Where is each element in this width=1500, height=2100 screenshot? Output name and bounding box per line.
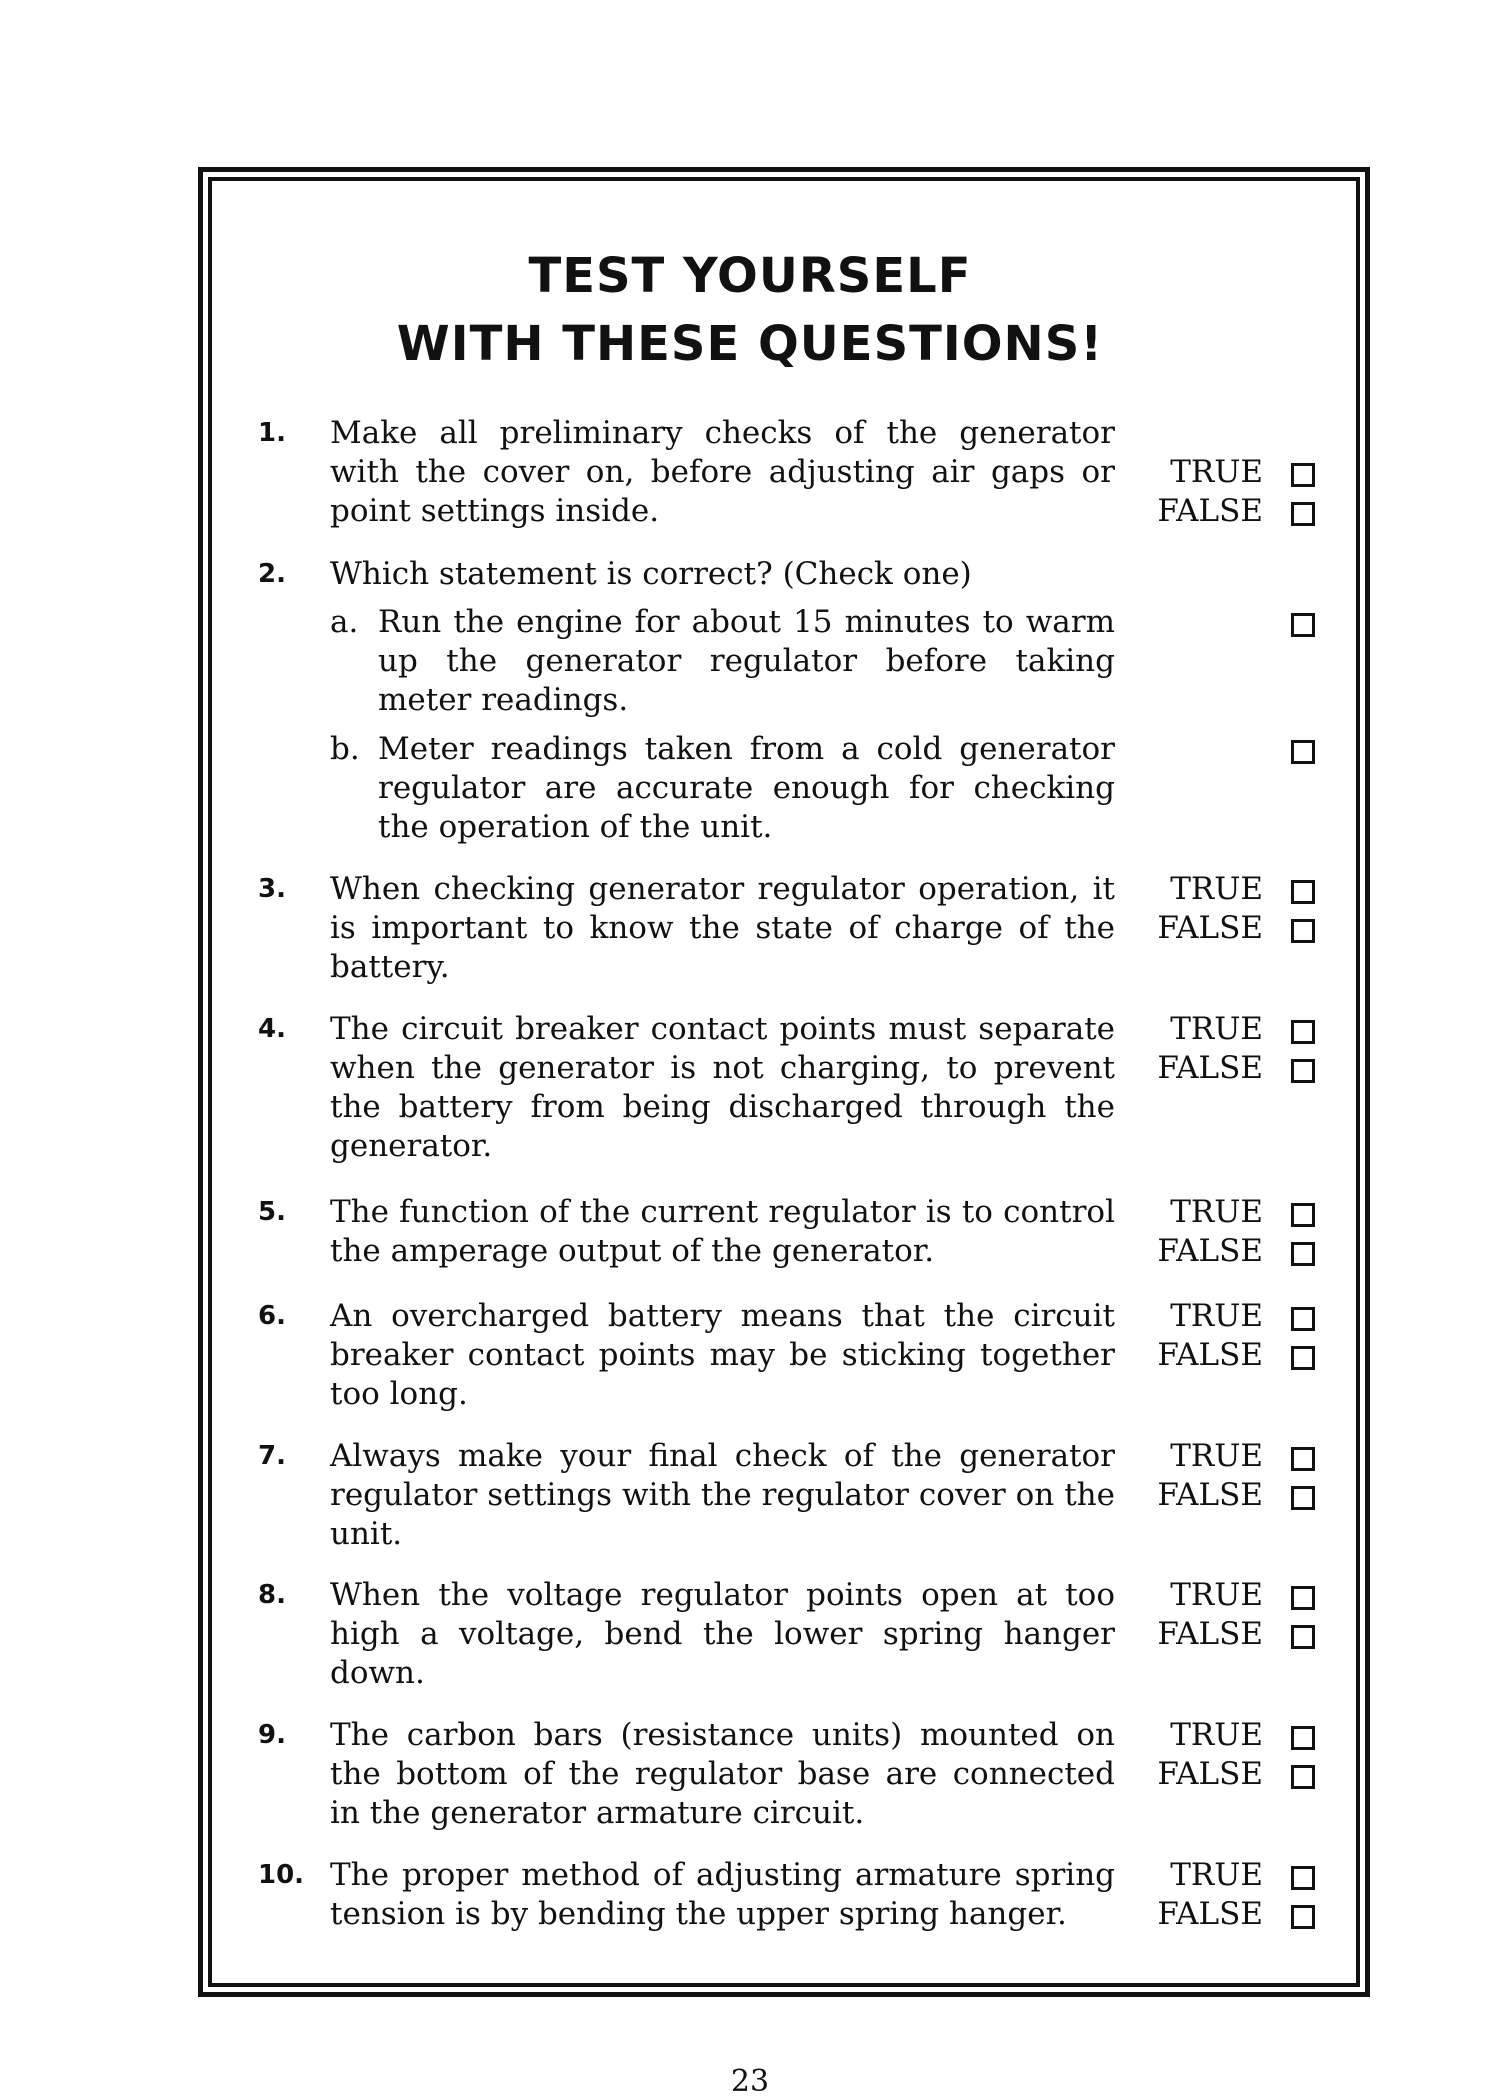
false-option[interactable] [1135,1895,1315,1934]
true-label: TRUE [1170,1577,1263,1613]
question-number: 2. [258,559,286,589]
false-label: FALSE [1157,1050,1263,1086]
true-option[interactable] [1135,1856,1315,1895]
false-checkbox[interactable] [1291,1059,1315,1083]
false-label: FALSE [1157,493,1263,529]
question-number: 7. [258,1441,286,1471]
true-checkbox[interactable] [1291,1726,1315,1750]
true-label: TRUE [1170,454,1263,490]
title-line-2: WITH THESE QUESTIONS! [396,316,1104,372]
option-text: Run the engine for about 15 minutes to warm up the generator regulator before taking meter readings. [378,604,1115,718]
answer-group [1135,453,1315,531]
option-text: Meter readings taken from a cold generator regulator are accurate enough for checking the operation of the unit. [378,731,1115,845]
question-number: 10. [258,1860,305,1890]
false-checkbox[interactable] [1291,1625,1315,1649]
false-label: FALSE [1157,910,1263,946]
answer-group [1135,1193,1315,1271]
true-label: TRUE [1170,1194,1263,1230]
true-checkbox[interactable] [1291,880,1315,904]
false-checkbox[interactable] [1291,1905,1315,1929]
false-checkbox[interactable] [1291,502,1315,526]
true-checkbox[interactable] [1291,1307,1315,1331]
true-label: TRUE [1170,871,1263,907]
true-option[interactable] [1135,1193,1315,1232]
true-option[interactable] [1135,1716,1315,1755]
false-label: FALSE [1157,1616,1263,1652]
false-checkbox[interactable] [1291,1242,1315,1266]
question-text: The circuit breaker contact points must separate when the generator is not charging, to prevent the battery from being discharged through the generator. [330,1011,1115,1164]
question-number: 5. [258,1197,286,1227]
false-option[interactable] [1135,1049,1315,1088]
false-option[interactable] [1135,492,1315,531]
false-label: FALSE [1157,1233,1263,1269]
true-checkbox[interactable] [1291,1586,1315,1610]
question-text: When checking generator regulator operation, it is important to know the state of charge of the battery. [330,871,1115,985]
option-label: a. [330,604,359,640]
true-checkbox[interactable] [1291,1866,1315,1890]
answer-group [1135,1856,1315,1934]
true-option[interactable] [1135,1297,1315,1336]
true-checkbox[interactable] [1291,1020,1315,1044]
false-label: FALSE [1157,1337,1263,1373]
answer-group [1135,1437,1315,1515]
title-line-1: TEST YOURSELF [528,248,972,304]
false-checkbox[interactable] [1291,1346,1315,1370]
true-option[interactable] [1135,1576,1315,1615]
question-number: 8. [258,1580,286,1610]
false-checkbox[interactable] [1291,1486,1315,1510]
answer-group [1135,1297,1315,1375]
false-option[interactable] [1135,1755,1315,1794]
question-number: 4. [258,1014,286,1044]
true-option[interactable] [1135,453,1315,492]
true-label: TRUE [1170,1717,1263,1753]
false-option[interactable] [1135,1232,1315,1271]
question-number: 3. [258,874,286,904]
question-text: Make all preliminary checks of the generator with the cover on, before adjusting air gaps or point settings inside. [330,415,1115,529]
answer-group [1135,1716,1315,1794]
answer-group [1135,1010,1315,1088]
question-number: 9. [258,1720,286,1750]
false-option[interactable] [1135,1336,1315,1375]
question-number: 1. [258,418,286,448]
question-number: 6. [258,1301,286,1331]
option-a-answer [1135,603,1315,642]
false-label: FALSE [1157,1477,1263,1513]
true-label: TRUE [1170,1011,1263,1047]
false-label: FALSE [1157,1896,1263,1932]
answer-group [1135,870,1315,948]
option-b-checkbox[interactable] [1291,740,1315,764]
false-option[interactable] [1135,1615,1315,1654]
page-number: 23 [730,2064,770,2099]
false-checkbox[interactable] [1291,1765,1315,1789]
option-b-answer [1135,730,1315,769]
false-label: FALSE [1157,1756,1263,1792]
option-a-checkbox[interactable] [1291,613,1315,637]
true-checkbox[interactable] [1291,1447,1315,1471]
answer-group [1135,1576,1315,1654]
question-text: The carbon bars (resistance units) mounted on the bottom of the regulator base are connected in the generator armature circuit. [330,1717,1115,1831]
true-label: TRUE [1170,1438,1263,1474]
false-option[interactable] [1135,1476,1315,1515]
true-option[interactable] [1135,870,1315,909]
false-checkbox[interactable] [1291,919,1315,943]
true-option[interactable] [1135,1437,1315,1476]
question-text: The proper method of adjusting armature spring tension is by bending the upper spring hanger. [330,1857,1115,1932]
question-text: The function of the current regulator is to control the amperage output of the generator. [330,1194,1115,1269]
true-option[interactable] [1135,1010,1315,1049]
false-option[interactable] [1135,909,1315,948]
question-text: Always make your final check of the generator regulator settings with the regulator cover on the unit. [330,1438,1115,1552]
question-text: Which statement is correct? (Check one) [330,556,972,592]
question-text: An overcharged battery means that the circuit breaker contact points may be sticking together too long. [330,1298,1115,1412]
true-checkbox[interactable] [1291,463,1315,487]
true-label: TRUE [1170,1857,1263,1893]
question-text: When the voltage regulator points open at too high a voltage, bend the lower spring hanger down. [330,1577,1115,1691]
true-checkbox[interactable] [1291,1203,1315,1227]
true-label: TRUE [1170,1298,1263,1334]
option-label: b. [330,731,360,767]
